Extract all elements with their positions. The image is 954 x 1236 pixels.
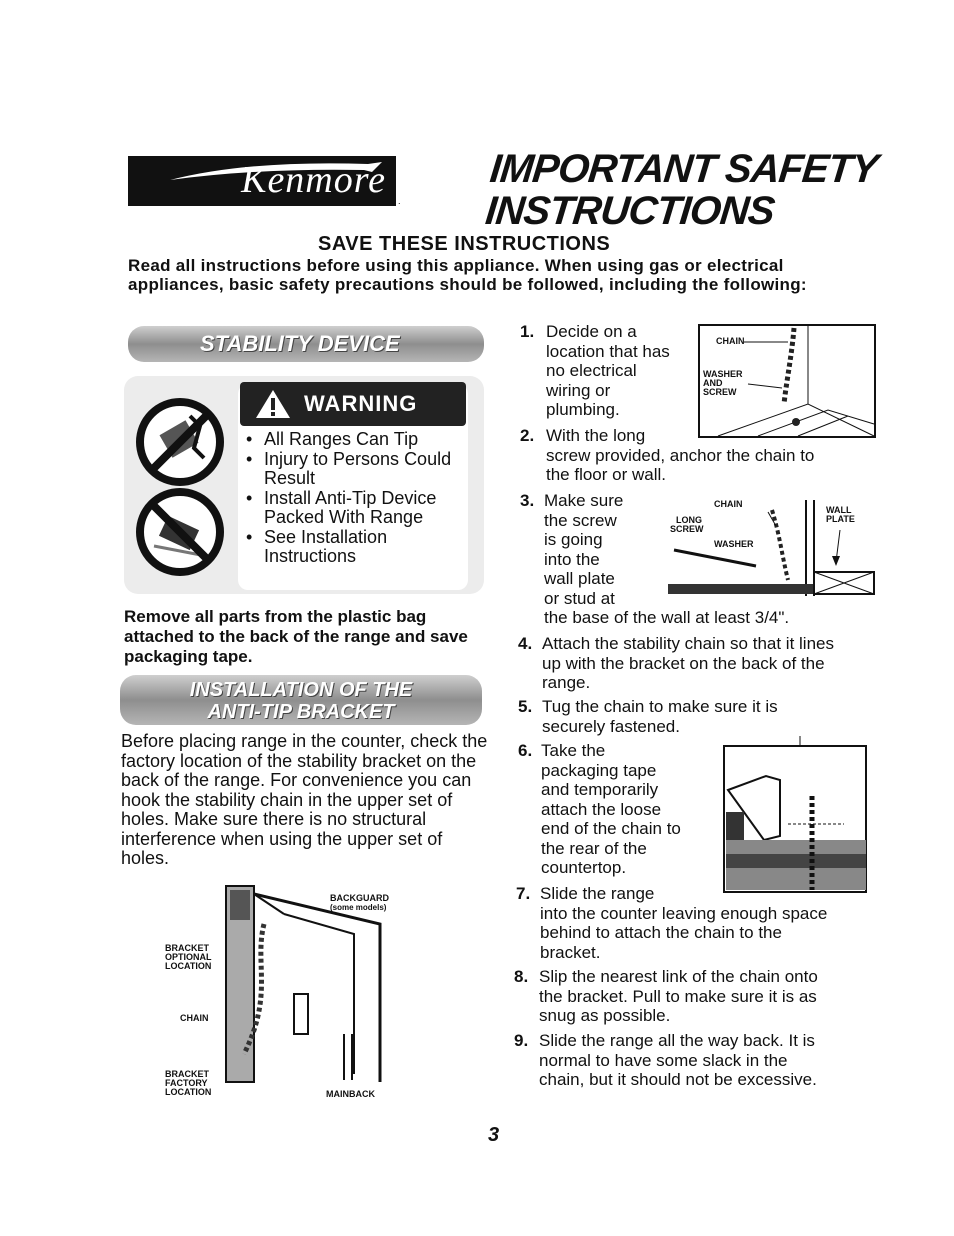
fig1-washer-screw-label — [703, 370, 743, 397]
step-line: Take the — [541, 741, 606, 760]
step-line: into the — [544, 549, 600, 569]
step-line: the floor or wall. — [546, 465, 666, 484]
warning-banner — [240, 382, 466, 426]
bracket-optional-line: BRACKET — [165, 943, 209, 953]
page-title — [484, 148, 880, 232]
step-7 — [540, 884, 827, 962]
step-line: behind to attach the chain to the — [540, 923, 782, 942]
step-line: snug as possible. — [539, 1006, 671, 1025]
step-line: location that has — [546, 341, 670, 361]
step-line: wiring or — [546, 380, 611, 400]
step-4 — [542, 634, 834, 693]
warning-list — [242, 430, 474, 567]
fig2-label-line: WALL — [826, 505, 852, 515]
warning-label: WARNING — [304, 391, 418, 416]
logo-text: Kenmore — [241, 159, 386, 201]
range-tipping-prohibited-icon — [134, 396, 226, 488]
fig1-label-line: WASHER — [703, 369, 743, 379]
step-line: Decide on a — [546, 322, 637, 341]
step-line: With the long — [546, 426, 646, 445]
page-title-line2: INSTRUCTIONS — [483, 189, 777, 233]
step-line: into the counter leaving enough space — [540, 903, 828, 923]
backguard-label — [330, 894, 389, 912]
step-5 — [542, 697, 778, 736]
step-line: bracket. — [540, 942, 601, 962]
fig2-label-line: LONG — [676, 515, 702, 525]
step-line: Attach the stability chain so that it lines — [542, 634, 834, 653]
step-line: the base of the wall at least 3/4". — [544, 608, 790, 627]
fig1-label-line: SCREW — [703, 387, 737, 397]
step-line: Slide the range all the way back. It is — [539, 1031, 815, 1050]
stability-device-banner: STABILITY DEVICE — [128, 326, 484, 362]
fig1-label-line: AND — [703, 378, 723, 388]
step-number: 9. — [514, 1031, 529, 1050]
backguard-text: BACKGUARD — [330, 893, 389, 903]
step-line: packaging tape — [541, 760, 657, 780]
chain-label: CHAIN — [180, 1013, 209, 1023]
read-all-paragraph: Read all instructions before using this appliance. When using gas or electrical appliances, basic safety precautions should be followed, including the following: — [128, 256, 807, 294]
step-line: securely fastened. — [542, 716, 680, 736]
range-falling-prohibited-icon — [134, 486, 226, 578]
fig2-washer-label: WASHER — [714, 539, 754, 549]
step-line: and temporarily — [541, 780, 659, 799]
fig2-label-line: SCREW — [670, 524, 704, 534]
step-8 — [539, 967, 818, 1026]
step-line: the screw — [544, 510, 617, 530]
remove-parts-note: Remove all parts from the plastic bag attached to the back of the range and save packaging tape. — [124, 607, 468, 666]
fig2-chain-label: CHAIN — [714, 499, 743, 509]
step-line: the rear of the — [541, 838, 647, 858]
warning-item: • Install Anti-Tip Device Packed With Range — [242, 489, 474, 528]
step-9 — [539, 1031, 817, 1090]
bracket-factory-line: LOCATION — [165, 1087, 212, 1097]
step-number: 8. — [514, 967, 529, 986]
page-number: 3 — [488, 1124, 500, 1146]
step-line: Slip the nearest link of the chain onto — [539, 967, 818, 986]
step-number: 2. — [520, 426, 535, 445]
step-line: plumbing. — [546, 400, 620, 419]
installation-banner — [120, 675, 482, 725]
bracket-factory-label — [165, 1070, 211, 1097]
step-number: 5. — [518, 697, 533, 716]
warning-item: • Injury to Persons Could Result — [242, 450, 474, 489]
step-number: 7. — [516, 884, 531, 903]
step-6 — [541, 741, 681, 878]
bracket-optional-label — [165, 944, 212, 971]
step-number: 4. — [518, 634, 533, 653]
installation-paragraph: Before placing range in the counter, check the factory location of the stability bracket on the back of the range. For convenience you can hook the stability chain in the upper set of holes. Make sure there is no structural interference when using the upper set of holes. — [121, 731, 488, 868]
bracket-factory-line: FACTORY — [165, 1078, 208, 1088]
step-number: 6. — [518, 741, 533, 760]
warning-item: • See Installation Instructions — [242, 528, 474, 567]
bracket-optional-line: OPTIONAL — [165, 952, 212, 962]
step-line: end of the chain to — [541, 819, 681, 838]
fig2-long-screw-label — [670, 516, 704, 534]
step-line: or stud at — [544, 588, 615, 608]
warning-triangle-icon — [254, 388, 292, 420]
page-title-line1: IMPORTANT SAFETY — [487, 147, 880, 191]
step-line: wall plate — [544, 569, 615, 588]
bracket-optional-line: LOCATION — [165, 961, 212, 971]
logo-registered-mark: . — [398, 196, 401, 206]
step-2 — [546, 426, 814, 485]
step-line: no electrical — [546, 361, 637, 380]
bracket-factory-line: BRACKET — [165, 1069, 209, 1079]
step-line: is going — [544, 530, 603, 549]
step-line: Make sure — [544, 491, 624, 510]
fig2-label-line: PLATE — [826, 514, 855, 524]
step-line: screw provided, anchor the chain to — [546, 445, 815, 465]
step-line: Tug the chain to make sure it is — [542, 697, 778, 716]
save-instructions-heading: SAVE THESE INSTRUCTIONS — [318, 233, 611, 255]
countertop-tape-diagram — [716, 736, 870, 894]
some-models-text: (some models) — [330, 903, 387, 912]
step-line: normal to have some slack in the — [539, 1050, 788, 1070]
step-number: 1. — [520, 322, 535, 341]
step-line: chain, but it should not be excessive. — [539, 1070, 817, 1089]
step-line: attach the loose — [541, 799, 662, 819]
fig1-chain-label: CHAIN — [716, 336, 745, 346]
step-line: up with the bracket on the back of the — [542, 653, 825, 673]
installation-banner-line1: INSTALLATION OF THE — [189, 679, 413, 701]
fig2-wall-plate-label — [826, 506, 855, 524]
step-line: the bracket. Pull to make sure it is as — [539, 986, 817, 1006]
range-back-bracket-diagram — [224, 884, 384, 1084]
installation-banner-line2: ANTI-TIP BRACKET — [207, 701, 395, 723]
warning-item: • All Ranges Can Tip — [242, 430, 474, 450]
step-line: Slide the range — [540, 884, 655, 903]
step-1 — [546, 322, 670, 420]
step-number: 3. — [520, 491, 535, 510]
step-line: range. — [542, 673, 591, 692]
mainback-label: MAINBACK — [326, 1089, 375, 1099]
kenmore-logo — [128, 156, 396, 206]
step-line: countertop. — [541, 858, 627, 877]
